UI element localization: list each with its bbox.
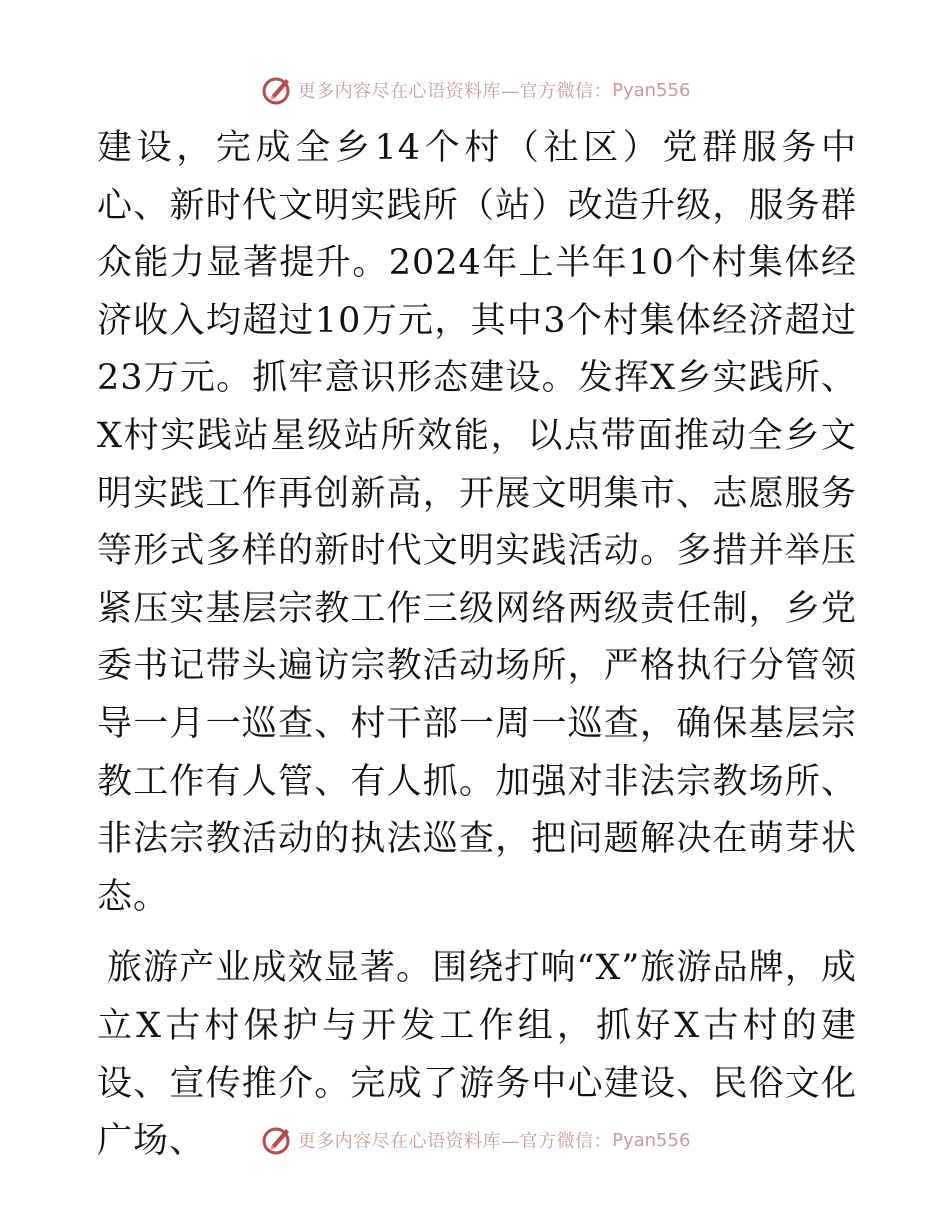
- pen-logo-icon: [260, 73, 294, 107]
- watermark-text: 更多内容尽在心语资料库—官方微信：: [297, 81, 613, 102]
- watermark-text: 更多内容尽在心语资料库—官方微信：: [297, 1131, 613, 1152]
- pen-logo-icon: [260, 1123, 294, 1157]
- document-body: [97, 120, 857, 1171]
- header-watermark: [0, 70, 950, 110]
- paragraph-1: 建设，完成全乡14个村（社区）党群服务中心、新时代文明实践所（站）改造升级，服务群众能力显著提升。2024年上半年10个村集体经济收入均超过10万元，其中3个村集体经济超过23万元。抓牢意识形态建设。发挥X乡实践所、X村实践站星级站所效能，以点带面推动全乡文明实践工作再创新高，开展文明集市、志愿服务等形式多样的新时代文明实践活动。多措并举压紧压实基层宗教工作三级网络两级责任制，乡党委书记带头遍访宗教活动场所，严格执行分管领导一月一巡查、村干部一周一巡查，确保基层宗教工作有人管、有人抓。加强对非法宗教场所、非法宗教活动的执法巡查，把问题解决在萌芽状态。: [97, 128, 857, 917]
- watermark-handle: Pyan556: [612, 79, 691, 101]
- watermark-handle: Pyan556: [612, 1129, 691, 1151]
- footer-watermark: [0, 1120, 950, 1160]
- paragraph-2: 旅游产业成效显著。围绕打响“X”旅游品牌，成立X古村保护与开发工作组，抓好X古村的建设、宣传推介。完成了游务中心建设、民俗文化广场、: [97, 948, 857, 1162]
